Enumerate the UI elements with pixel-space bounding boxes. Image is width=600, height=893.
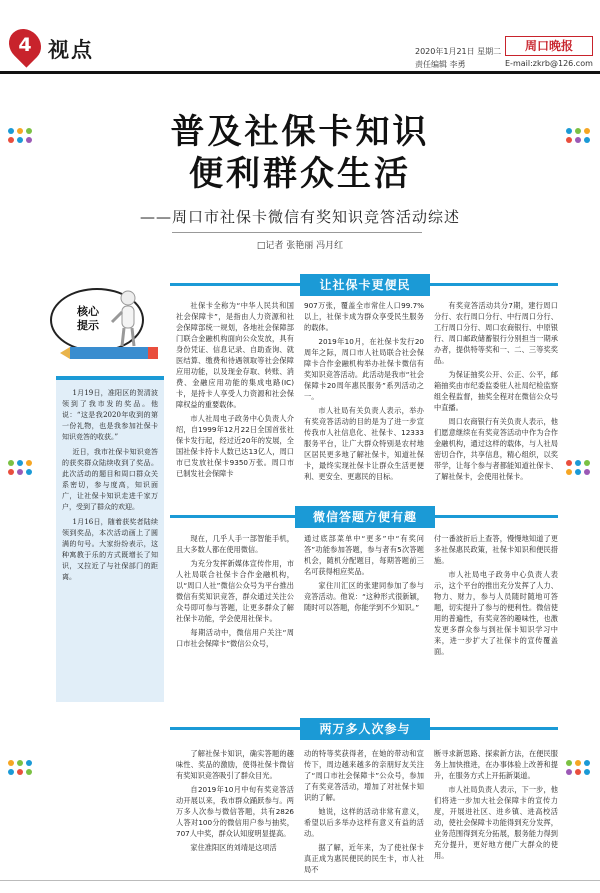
paragraph: 了解社保卡知识，确实答题的趣味性、奖品的激励，使得社保卡微信有奖知识竞答吸引了群众目光。 — [176, 749, 294, 780]
core-tip-label-line1: 核心 — [77, 305, 99, 318]
section2-column1 — [176, 533, 294, 652]
person-figure-icon — [108, 288, 148, 348]
section2-column3 — [434, 533, 558, 660]
newspaper-logo: 周口晚报 — [505, 36, 593, 56]
sidebar-paragraph: 1月16日，随着获奖者陆续领到奖品，本次活动画上了圆满的句号。大家纷纷表示，这种寓教于乐的方式既增长了知识，又拉近了与社保部门的距离。 — [62, 518, 158, 581]
header-rule — [0, 71, 600, 74]
sidebar-top-bar — [56, 376, 164, 380]
paragraph: 她说，这样的活动非常有意义，希望以后多举办这样有意义有益的活动。 — [304, 807, 424, 838]
section2-banner: 微信答题方便有趣 — [295, 506, 435, 528]
section3-banner: 两万多人次参与 — [300, 718, 430, 740]
paragraph: 市人社局负责人表示，下一步，他们将进一步加大社会保障卡的宣传力度，开展进社区、进乡镇、进高校活动，使社会保障卡功能得到充分发挥，业务范围得到充分拓展，服务能力得到充分提升，更好地方便广大群众的使用。 — [434, 785, 558, 860]
sidebar-paragraph: 1月19日，准阳区的贺清波领到了我市发的奖品。他说：“这是我2020年收到的第一份礼物，也是我参加社保卡知识竞答的收获。” — [62, 389, 158, 441]
paragraph: 周口农商银行有关负责人表示，他们愿意继续在有奖竞答活动中作为合作金融机构，通过这样的载体，与人社局密切合作，共享信息，精心组织，以奖带学，让每个参与者都能知道社保卡、了解社保卡，会使用社保卡。 — [434, 417, 558, 481]
section-title: 视点 — [48, 37, 94, 62]
section1-banner: 让社保卡更便民 — [300, 274, 430, 296]
paragraph: 每期活动中，微信用户关注“周口市社会保障卡”微信公众号， — [176, 628, 294, 648]
headline-line2: 便利群众生活 — [189, 154, 411, 194]
headline-line1: 普及社保卡知识 — [170, 112, 430, 152]
section3-column1 — [176, 748, 294, 856]
paragraph: 付一番波折后上查答，慢慢地知道了更多社保惠民政策，社保卡知识和便民措施。 — [434, 534, 558, 565]
section1-column3 — [434, 300, 558, 485]
subheadline: ——周口市社保卡微信有奖知识竞答活动综述 — [139, 208, 460, 226]
paragraph: 2019年10月，在社保卡发行20周年之际，周口市人社局联合社会保障卡合作金融机构举办社保卡微信有奖知识竞答活动。此活动是我市“社会保障卡20周年惠民服务”系列活动之一。 — [304, 337, 424, 401]
core-tip-sidebar — [56, 376, 164, 702]
byline: □记者 张艳丽 冯月红 — [256, 241, 344, 251]
paragraph: 动的特等奖获得者，在她的带动和宣传下，周边越来越多的亲朋好友关注了“周口市社会保障卡”公众号，参加了有奖竞答活动，增加了对社保卡知识的了解。 — [304, 749, 424, 802]
paragraph: 为充分发挥新媒体宣传作用，市人社局联合社保卡合作金融机构，以“周口人社”微信公众号为平台推出微信有奖知识竞答，群众通过关注公众号即可参与答题，让更多群众了解社保卡功能，学会使用社保卡。 — [176, 559, 294, 623]
paragraph: 通过底部菜单中“更多”中“有奖问答”功能参加答题，参与者有5次答题机会，随机分配题目，每期答题前三名可获得相应奖品。 — [304, 534, 424, 576]
pencil-icon — [60, 344, 160, 362]
section1-column2 — [304, 300, 424, 485]
paragraph: 市人社局电子政务中心负责人表示，这个平台的推出充分发挥了人力、物力、财力，参与人员随时随地可答题，切实提升了参与的便利性。微信使用的普遍性，有奖竞答的趣味性，也激发更多群众参与到社保卡知识学习中来，进一步扩大了社保卡的宣传覆盖面。 — [434, 570, 558, 656]
decorative-dots-right-3 — [566, 760, 590, 775]
paragraph: 断寻求新思路、探索新方法，在便民服务上加快推进，在办事体验上改善和提升，在服务方式上开拓新渠道。 — [434, 749, 558, 780]
decorative-dots-right-2 — [566, 460, 590, 475]
title-rule — [172, 232, 422, 233]
page-number: 4 — [18, 34, 32, 56]
paragraph: 社保卡全称为“中华人民共和国社会保障卡”，是指由人力资源和社会保障部统一规划，各地社会保障部门联合金融机构面向公众发放，具有身份凭证、信息记录、自助查询、就医结算、缴费和待遇领取等社会保障应用功能，以及现金存取、转账、消费、金融应用功能的集成电路(IC)卡，是持卡人享受人力资源和社会保障权益的重要载体。 — [176, 301, 294, 409]
editor-email: E-mail:zkrb@126.com — [505, 59, 593, 68]
footer-rule — [0, 880, 600, 881]
section1-column1 — [176, 300, 294, 482]
paragraph: 有奖竞答活动共分7期，建行周口分行、农行周口分行、中行周口分行、工行周口分行、周口农商银行、中原银行、周口邮政储蓄银行分别担当一期承办者，提供特等奖和一、二、三等奖奖品。 — [434, 301, 558, 365]
decorative-dots-left-2 — [8, 460, 32, 475]
editor-credit: 责任编辑 李勇 — [415, 60, 466, 69]
paragraph: 自2019年10月中旬有奖竞答活动开展以来，我市群众踊跃参与。两万多人次参与微信答题，共有2826人答对100分的微信用户参与抽奖，707人中奖，群众认知度明显提高。 — [176, 785, 294, 838]
section3-column3 — [434, 748, 558, 864]
paragraph: 907万张，覆盖全市常住人口99.7%以上，社保卡成为群众享受民生服务的载体。 — [304, 301, 424, 332]
core-tip-label-line2: 提示 — [77, 319, 99, 332]
paragraph: 为保证抽奖公开、公正、公平，邮箱抽奖由市纪委监委驻人社局纪检监察组全程监督，抽奖全程对在微信公众号中直播。 — [434, 370, 558, 412]
decorative-dots-left-3 — [8, 760, 32, 775]
paragraph: 据了解，近年来，为了使社保卡真正成为惠民便民的民生卡，市人社局不 — [304, 843, 424, 874]
paragraph: 市人社局电子政务中心负责人介绍，自1999年12月22日全国首张社保卡发行起，经过近20年的发展，全国社保卡持卡人数已达13亿人，周口市已发放社保卡9350万张。周口市已制发社会保障卡 — [176, 414, 294, 478]
section3-column2 — [304, 748, 424, 878]
paragraph: 现在，几乎人手一部智能手机，且大多数人都在使用微信。 — [176, 534, 294, 554]
core-tip-label — [68, 305, 108, 333]
section2-column2 — [304, 533, 424, 616]
paragraph: 市人社局有关负责人表示，举办有奖竞答活动的目的是为了进一步宣传我市人社信息化、社保卡、12333服务平台，让广大群众特别是农村地区居民更多地了解社保卡，知道社保卡，最终实现社保卡让群众生活更便利、更安全、更惠民的目标。 — [304, 406, 424, 481]
paragraph: 家住川汇区的张建同参加了参与竞答活动。他说：“这种形式很新颖，随时可以答题，你能学到不少知识。” — [304, 581, 424, 612]
sidebar-paragraph: 近日，我市社保卡知识竞答的获奖群众陆续收到了奖品。此次活动的题目和周口群众关系密切，参与度高，知识面广，让社保卡知识走进千家万户，受到了群众的欢迎。 — [62, 448, 158, 511]
issue-date: 2020年1月21日 星期二 — [415, 47, 502, 56]
paragraph: 家住准阳区的刘靖是这项活 — [190, 843, 277, 852]
